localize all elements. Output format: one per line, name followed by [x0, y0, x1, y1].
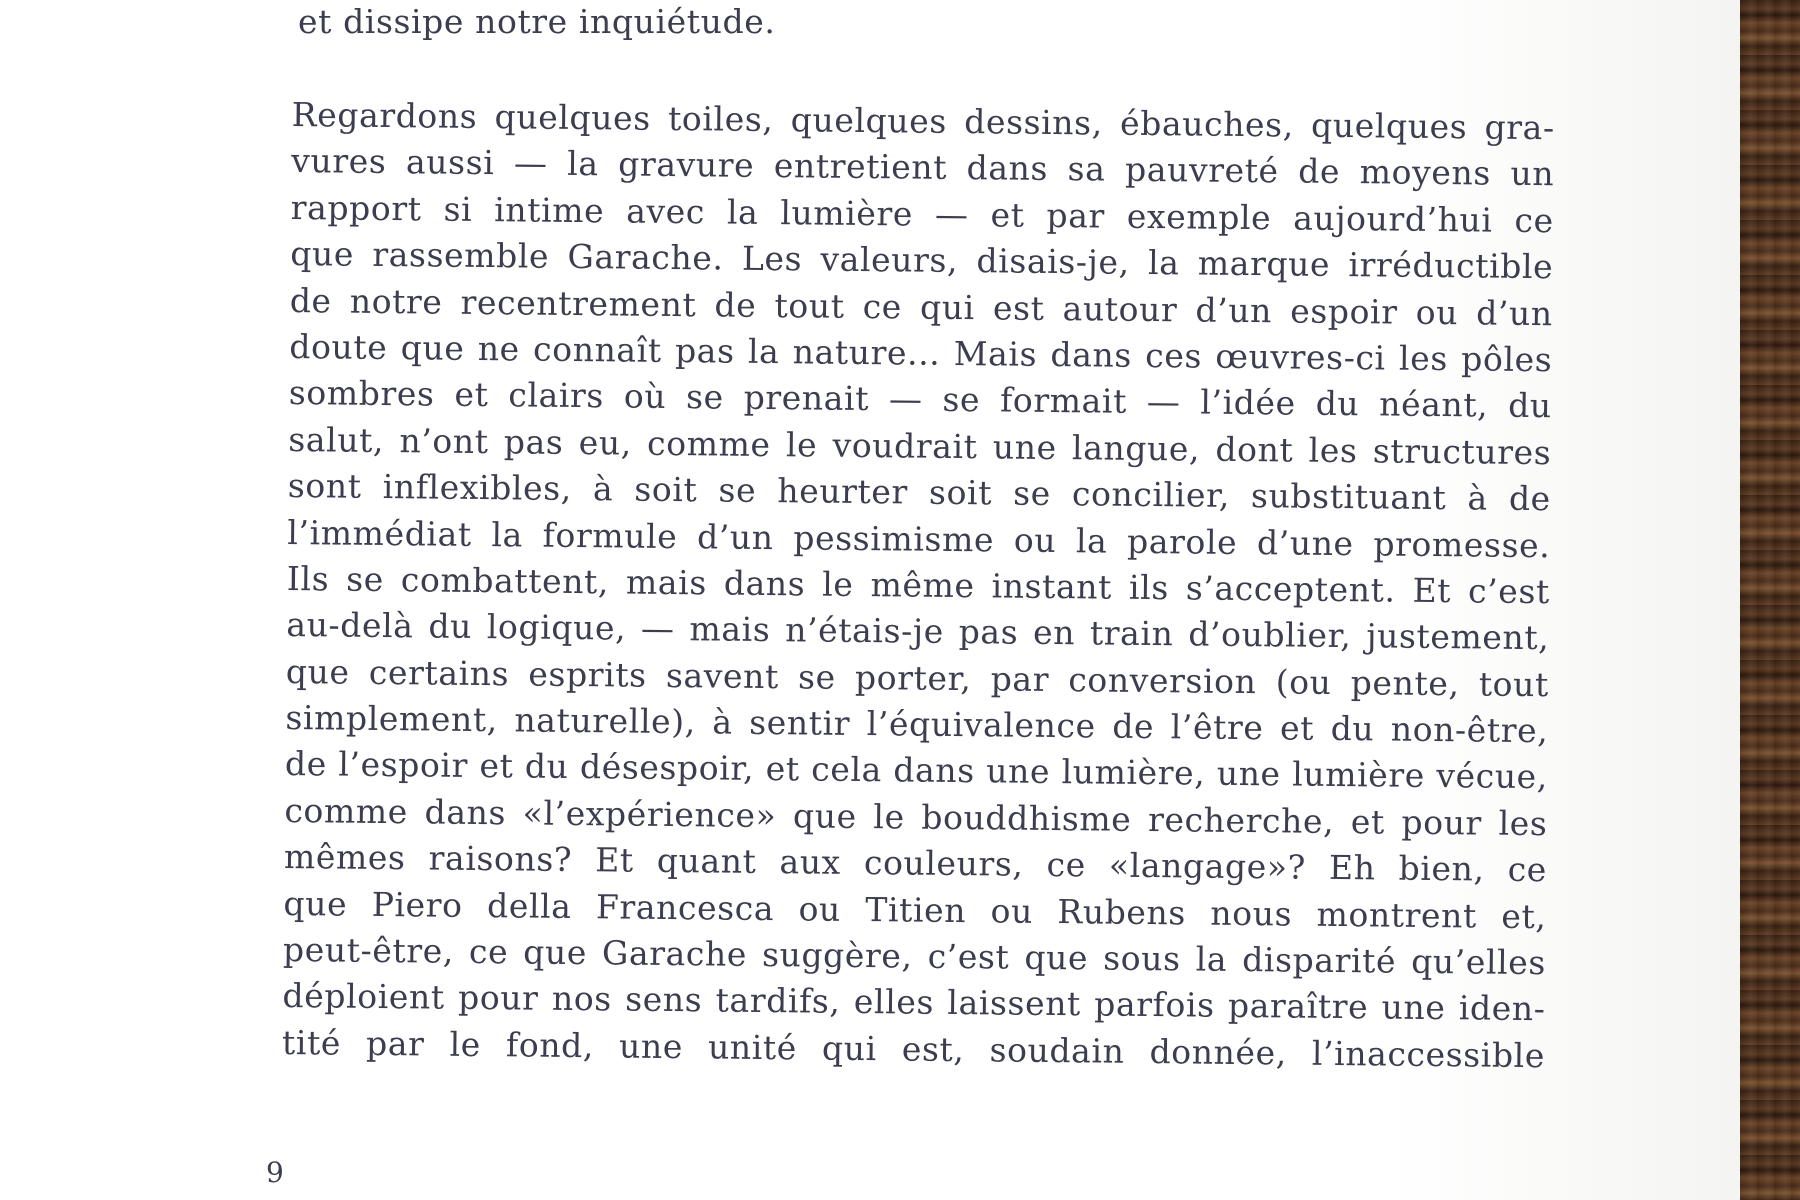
paragraph-line: que certains esprits savent se porter, par conversion (ou pente, tout [285, 651, 1550, 704]
paragraph-line: de l’espoir et du désespoir, et cela dans une lumière, une lumière vécue, [284, 744, 1549, 797]
body-paragraph [282, 92, 1555, 1079]
paragraph-line: Regardons quelques toiles, quelques dessins, ébauches, quelques gra- [291, 94, 1555, 148]
paragraph-line: au-delà du logique, — mais n’étais-je pas en train d’oublier, justement, [286, 605, 1550, 658]
paragraph-line: l’immédiat la formule d’un pessimisme ou la parole d’une promesse. [287, 512, 1551, 565]
paragraph-line: tité par le fond, une unité qui est, soudain donnée, l’inaccessible [281, 1022, 1546, 1075]
paragraph-line: rapport si intime avec la lumière — et par exemple aujourd’hui ce [290, 187, 1554, 240]
paragraph-line: salut, n’ont pas eu, comme le voudrait une langue, dont les structures [288, 419, 1552, 472]
paragraph-line: comme dans «l’expérience» que le bouddhisme recherche, et pour les [284, 790, 1548, 844]
paragraph-line: que rassemble Garache. Les valeurs, disais-je, la marque irréductible [290, 234, 1554, 287]
paragraph-line: sont inflexibles, à soit se heurter soit se concilier, substituant à de [287, 466, 1552, 519]
paragraph-line: peut-être, ce que Garache suggère, c’est que sous la disparité qu’elles [282, 929, 1547, 983]
paragraph-line: Ils se combattent, mais dans le même instant ils s’acceptent. Et c’est [286, 558, 1551, 612]
paragraph-line: de notre recentrement de tout ce qui est autour d’un espoir ou d’un [289, 280, 1553, 333]
paragraph-line: mêmes raisons? Et quant aux couleurs, ce «langage»? Eh bien, ce [283, 837, 1548, 890]
previous-paragraph-ending: et dissipe notre inquiétude. [298, 2, 776, 41]
paragraph-line: sombres et clairs où se prenait — se formait — l’idée du néant, du [288, 373, 1552, 426]
paragraph-line: déploient pour nos sens tardifs, elles laissent parfois paraître une iden- [282, 976, 1546, 1029]
page-number: 9 [266, 1156, 285, 1189]
wooden-table-edge [1740, 0, 1800, 1200]
paragraph-line: vures aussi — la gravure entretient dans sa pauvreté de moyens un [291, 141, 1555, 194]
paragraph-line: simplement, naturelle), à sentir l’équivalence de l’être et du non-être, [285, 698, 1549, 751]
paragraph-line: que Piero della Francesca ou Titien ou Rubens nous montrent et, [283, 883, 1547, 936]
paragraph-line: doute que ne connaît pas la nature... Mais dans ces œuvres-ci les pôles [289, 326, 1553, 380]
